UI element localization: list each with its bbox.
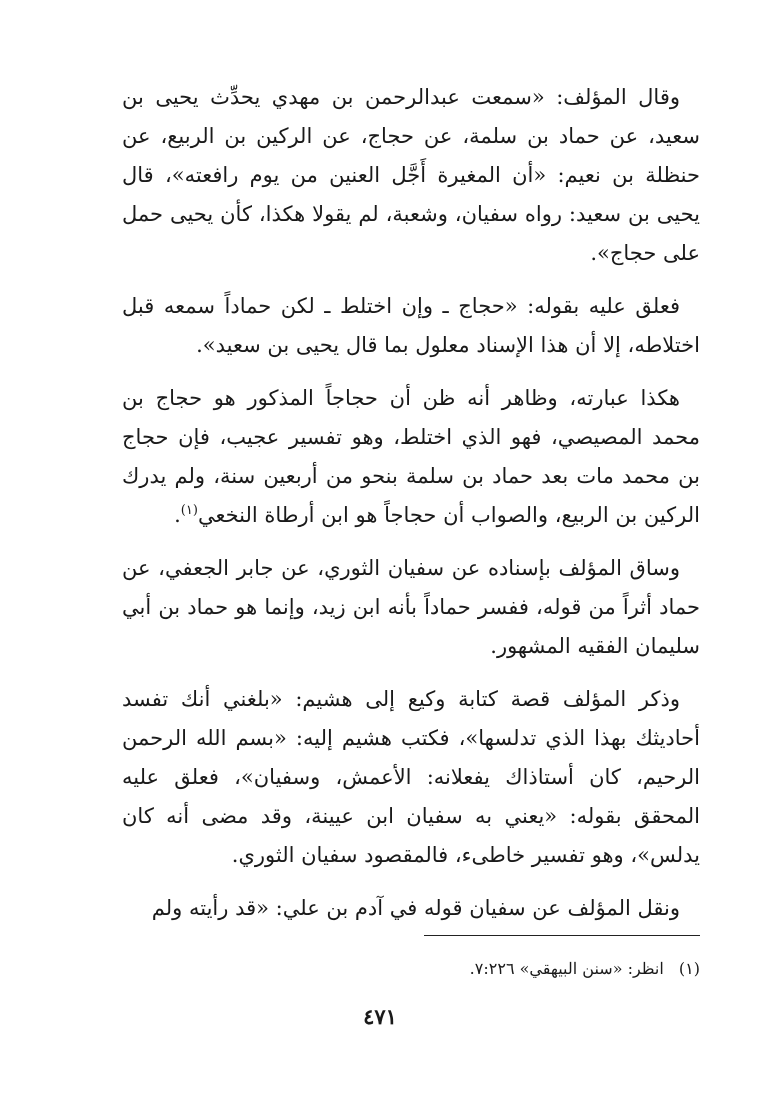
footnote [122, 956, 700, 982]
footnote-number: (١) [678, 959, 700, 978]
paragraph-3-text: هكذا عبارته، وظاهر أنه ظن أن حجاجاً المذكور هو حجاج بن محمد المصيصي، فهو الذي اختلط، وهو تفسير عجيب، فإن حجاج بن محمد مات بعد حماد بن سلمة بنحو من أربعين سنة، ولم يدرك الركين بن الربيع، والصواب أن حجاجاً هو ابن أرطاة النخعي [122, 386, 700, 527]
paragraph-3-end: . [174, 503, 181, 527]
paragraph-2: فعلق عليه بقوله: «حجاج ـ وإن اختلط ـ لكن حماداً سمعه قبل اختلاطه، إلا أن هذا الإسناد معلول بما قال يحيى بن سعيد». [122, 294, 700, 357]
paragraph-3 [122, 379, 700, 535]
footnote-text: انظر: «سنن البيهقي» ٧:٢٢٦. [469, 959, 664, 978]
footnote-reference[interactable]: (١) [180, 503, 198, 518]
page-number: ٤٧١ [363, 1004, 397, 1029]
footnote-divider [424, 935, 700, 936]
main-text [122, 78, 700, 942]
paragraph-6: ونقل المؤلف عن سفيان قوله في آدم بن علي: «قد رأيته ولم [151, 896, 680, 920]
paragraph-5: وذكر المؤلف قصة كتابة وكيع إلى هشيم: «بلغني أنك تفسد أحاديثك بهذا الذي تدلسها»، فكتب هشيم إليه: «بسم الله الرحمن الرحيم، كان أستاذاك يفعلانه: الأعمش، وسفيان»، فعلق عليه المحقق بقوله: «يعني به سفيان ابن عيينة، وقد مضى أنه كان يدلس»، وهو تفسير خاطىء، فالمقصود سفيان الثوري. [122, 687, 700, 867]
paragraph-4: وساق المؤلف بإسناده عن سفيان الثوري، عن جابر الجعفي، عن حماد أثراً من قوله، ففسر حماداً بأنه ابن زيد، وإنما هو حماد بن أبي سليمان الفقيه المشهور. [122, 556, 700, 658]
paragraph-1: وقال المؤلف: «سمعت عبدالرحمن بن مهدي يحدِّث يحيى بن سعيد، عن حماد بن سلمة، عن حجاج، عن الركين بن الربيع، عن حنظلة بن نعيم: «أن المغيرة أَجَّل العنين من يوم رافعته»، قال يحيى بن سعيد: رواه سفيان، وشعبة، لم يقولا هكذا، كأن يحيى حمل على حجاج». [122, 85, 700, 265]
